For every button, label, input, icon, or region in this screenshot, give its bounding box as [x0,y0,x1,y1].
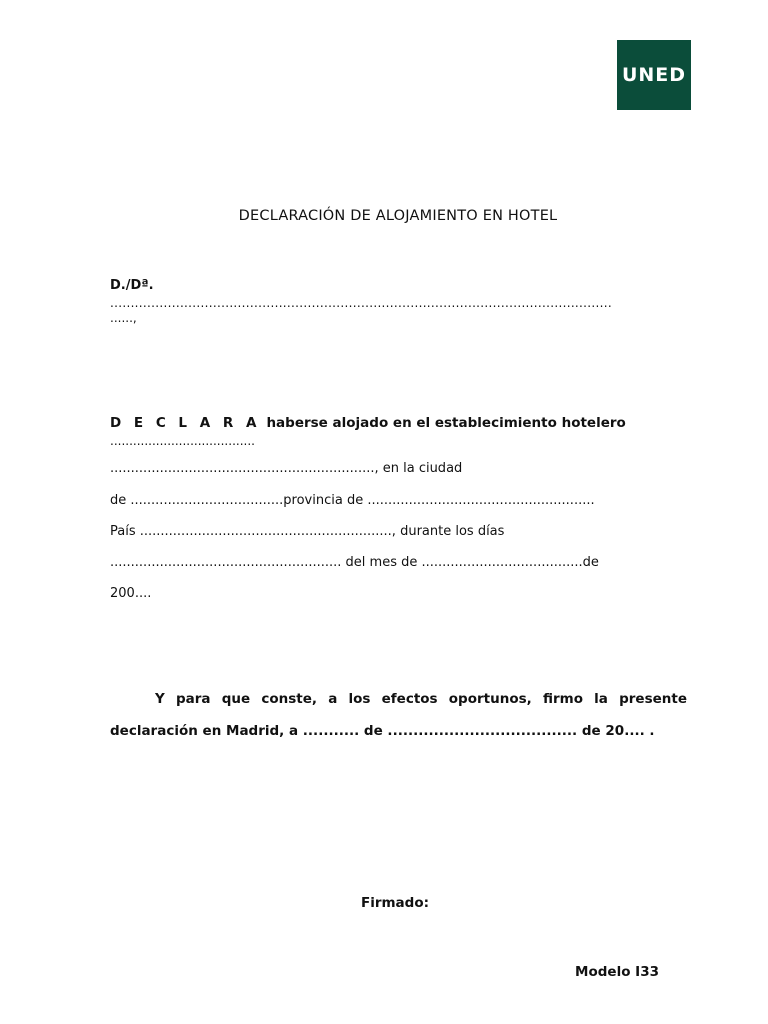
signature-label: Firmado: [360,895,430,911]
closing-paragraph-line-2: declaración en Madrid, a ........... de ..................................... de 20.... . [110,723,655,739]
declara-statement [110,415,626,431]
uned-logo [617,40,691,110]
province-line: de .....................................provincia de ....................................................... [110,493,595,508]
name-label: D./Dª. [110,278,154,293]
form-model-code: Modelo I33 [575,964,659,980]
name-fill-line-2: ......, [110,311,137,325]
document-title: DECLARACIÓN DE ALOJAMIENTO EN HOTEL [238,208,558,224]
closing-paragraph-line-1: Y para que conste, a los efectos oportunos, firmo la presente [155,691,687,707]
declara-word: D E C L A R A [110,415,261,431]
name-fill-line-1: .......................................................................................................................... [110,296,612,310]
days-line: ........................................................ del mes de .......................................de [110,555,599,570]
country-line: País ............................................................., durante los días [110,524,505,539]
hotel-fill-line: ...................................... [110,434,255,448]
city-line: ................................................................, en la ciudad [110,461,463,476]
declara-text: haberse alojado en el establecimiento hotelero [266,415,626,431]
year-line: 200.... [110,586,152,601]
logo-text: UNED [621,64,687,86]
